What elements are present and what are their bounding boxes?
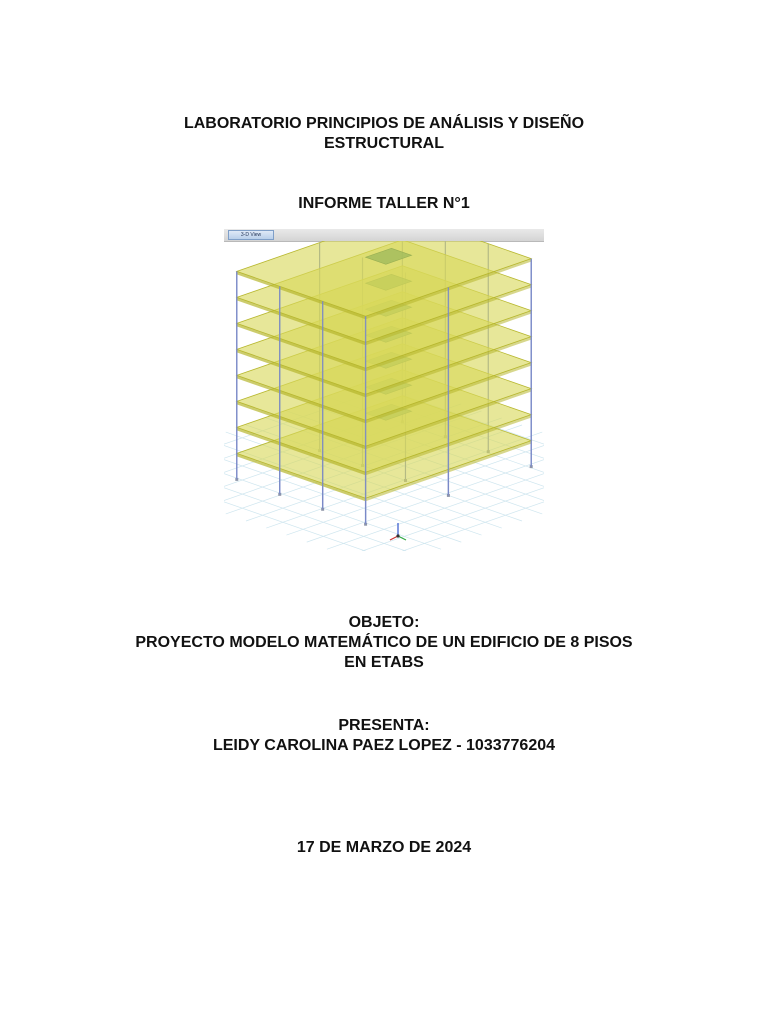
title-line-1: LABORATORIO PRINCIPIOS DE ANÁLISIS Y DISEÑO [183,115,585,132]
etabs-3d-model-image [224,229,544,551]
axis-triad-icon [390,523,406,540]
presenta-label: PRESENTA: [338,717,430,734]
title-line-2: ESTRUCTURAL [324,135,444,152]
report-title: INFORME TALLER N°1 [298,195,470,212]
building-frame [235,241,532,526]
objeto-label: OBJETO: [348,614,420,631]
objeto-line-1: PROYECTO MODELO MATEMÁTICO DE UN EDIFICIO DE 8 PISOS [135,634,633,651]
author-name: LEIDY CAROLINA PAEZ LOPEZ - 1033776204 [212,737,556,754]
view-tab: 3-D View [228,230,274,240]
report-date: 17 DE MARZO DE 2024 [296,839,472,856]
objeto-line-2: EN ETABS [344,654,424,671]
building-model-drawing [224,241,544,551]
